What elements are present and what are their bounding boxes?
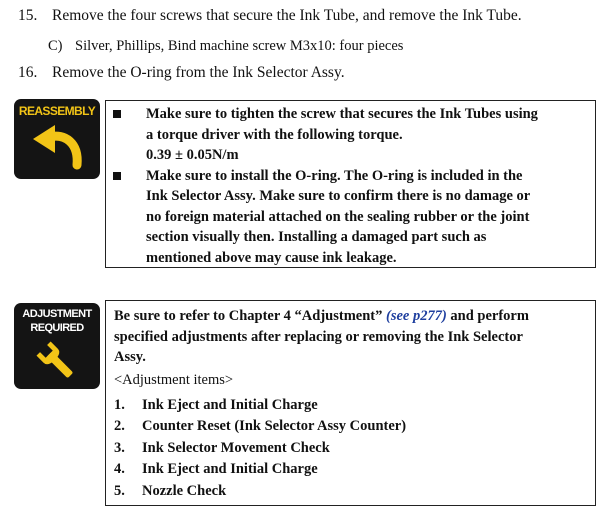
intro-text: Assy. <box>114 349 146 365</box>
bullet-square-icon <box>113 172 121 180</box>
substep-letter: C) <box>48 38 63 54</box>
adjustment-items-heading: <Adjustment items> <box>114 371 234 388</box>
adjustment-required-badge <box>14 303 100 389</box>
substep-c <box>48 38 403 55</box>
step-16 <box>18 64 345 82</box>
list-item <box>114 438 595 460</box>
list-item <box>114 395 595 417</box>
step-number: 16. <box>18 64 38 81</box>
substep-text: Silver, Phillips, Bind machine screw M3x10: four pieces <box>75 38 404 54</box>
note-line: section visually then. Installing a damaged part such as <box>146 229 487 245</box>
item-number: 4. <box>114 461 125 477</box>
list-item <box>114 416 595 438</box>
reassembly-bullet-oring <box>106 166 595 269</box>
note-line: mentioned above may cause ink leakage. <box>146 249 397 266</box>
step-number: 15. <box>18 7 38 24</box>
reassembly-notes-box <box>105 100 596 268</box>
note-line: Make sure to tighten the screw that secures the Ink Tubes using <box>146 106 538 122</box>
list-item <box>114 459 595 481</box>
reassembly-badge-label: REASSEMBLY <box>18 104 96 118</box>
item-text: Ink Eject and Initial Charge <box>142 396 318 413</box>
page-reference-link[interactable]: (see p277) <box>385 308 447 324</box>
adjustment-items-list <box>106 395 595 503</box>
intro-text: and perform <box>446 308 529 324</box>
adjustment-badge-line1: ADJUSTMENT <box>22 308 92 320</box>
item-number: 1. <box>114 396 125 413</box>
wrench-icon <box>34 339 80 385</box>
curved-arrow-icon <box>27 123 87 173</box>
note-line: no foreign material attached on the sealing rubber or the joint <box>146 208 530 225</box>
bullet-square-icon <box>113 110 121 118</box>
reassembly-badge <box>14 99 100 179</box>
torque-value: 0.39 ± 0.05N/m <box>146 147 239 163</box>
item-text: Ink Eject and Initial Charge <box>142 461 318 477</box>
item-text: Counter Reset (Ink Selector Assy Counter) <box>142 418 407 434</box>
adjustment-box <box>105 300 596 506</box>
step-text: Remove the O-ring from the Ink Selector Assy. <box>52 64 345 81</box>
reassembly-bullet-torque <box>106 104 595 166</box>
intro-text: Be sure to refer to Chapter 4 “Adjustment” <box>114 308 386 324</box>
step-text: Remove the four screws that secure the Ink Tube, and remove the Ink Tube. <box>52 7 522 24</box>
item-text: Ink Selector Movement Check <box>142 439 330 456</box>
note-line: Ink Selector Assy. Make sure to confirm there is no damage or <box>146 188 531 204</box>
adjustment-intro <box>106 301 595 368</box>
step-15 <box>18 7 522 25</box>
item-number: 3. <box>114 439 125 456</box>
list-item <box>114 481 595 503</box>
item-number: 2. <box>114 418 125 434</box>
item-text: Nozzle Check <box>142 482 227 499</box>
intro-text: specified adjustments after replacing or removing the Ink Selector <box>114 328 523 345</box>
note-line: a torque driver with the following torque. <box>146 126 403 143</box>
note-line: Make sure to install the O-ring. The O-ring is included in the <box>146 167 523 184</box>
adjustment-badge-line2: REQUIRED <box>30 322 84 334</box>
item-number: 5. <box>114 482 125 499</box>
